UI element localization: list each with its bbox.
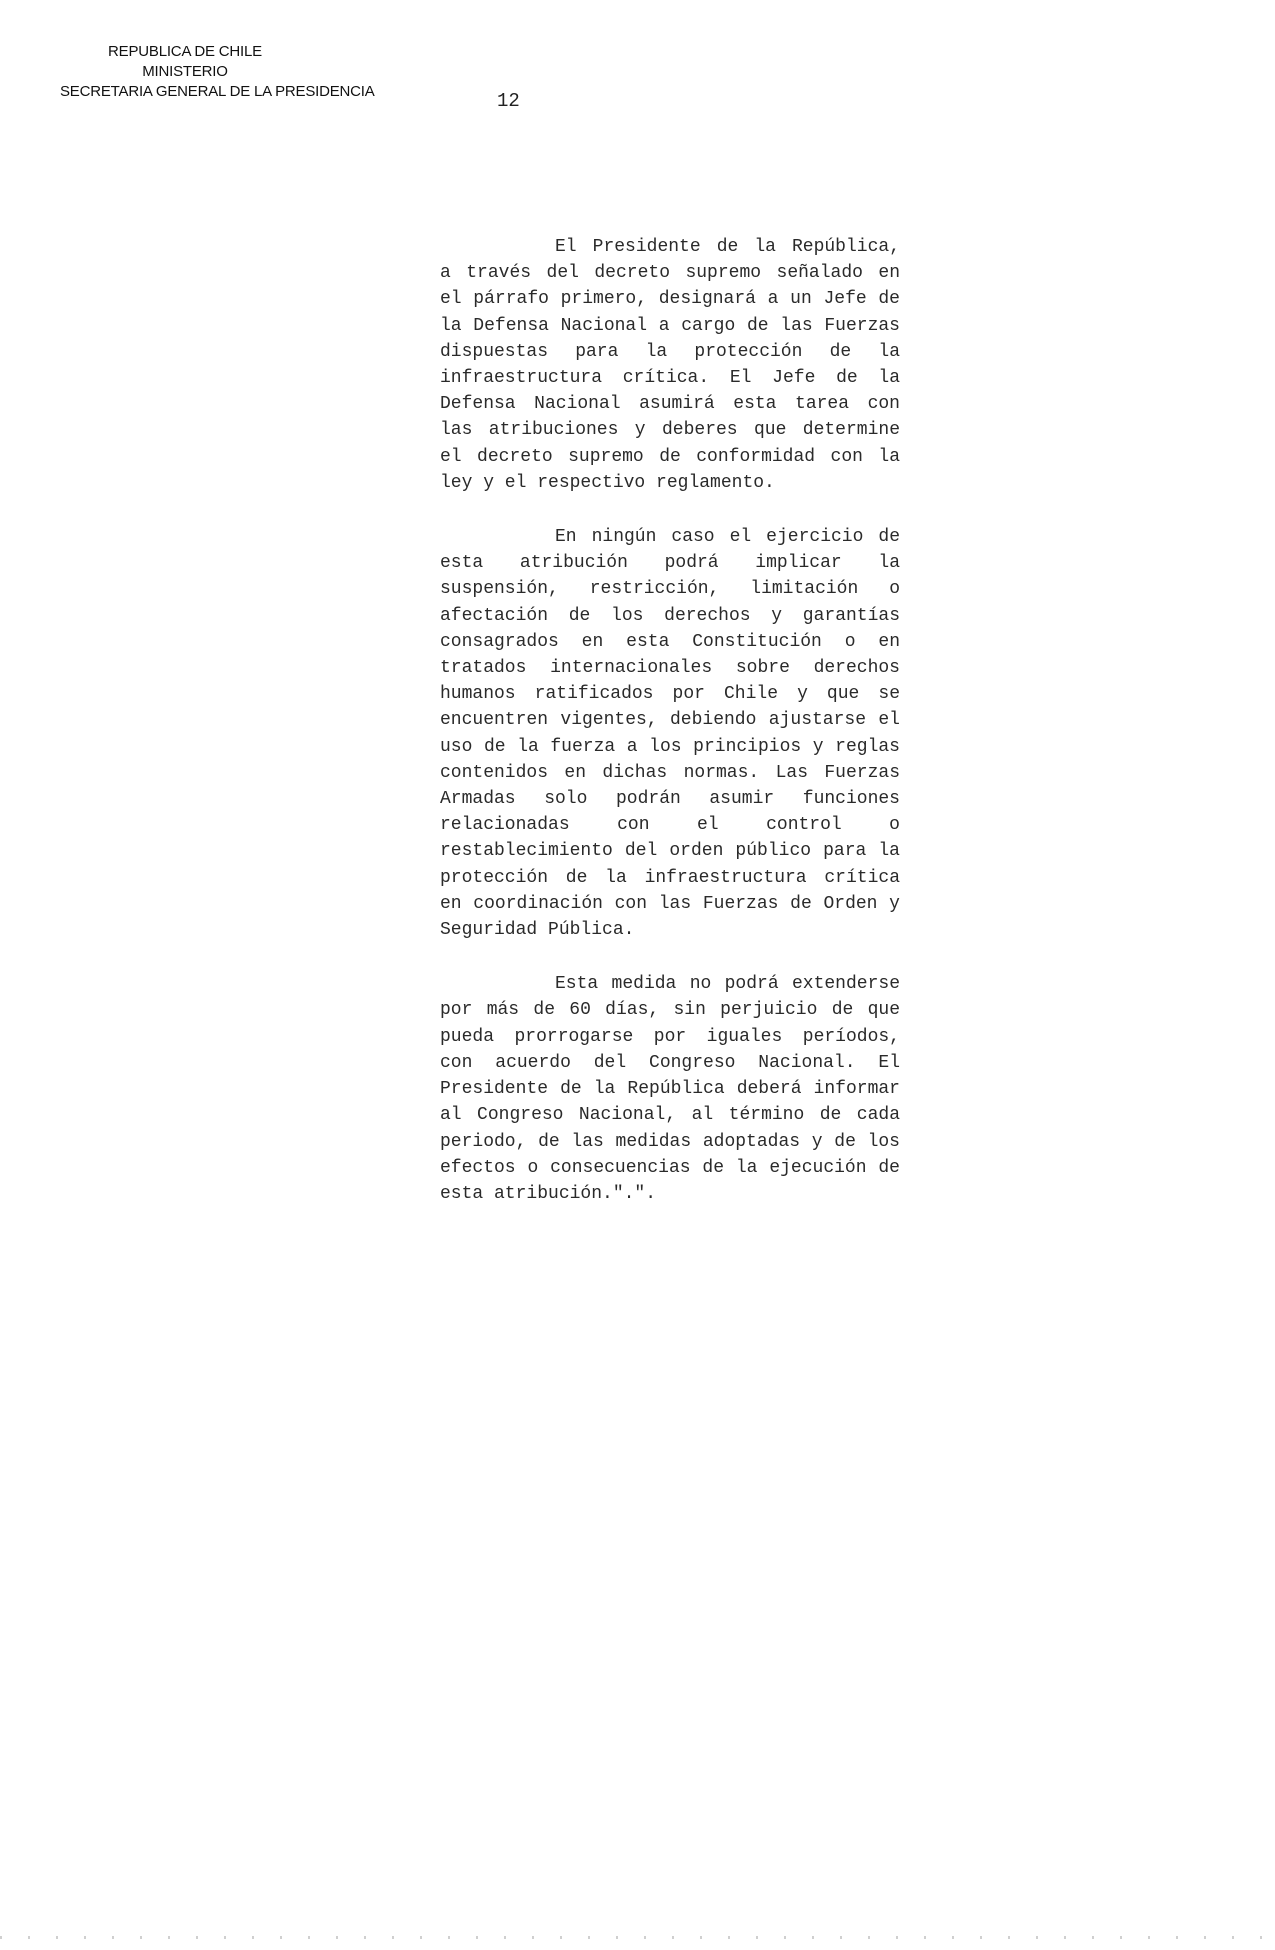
letterhead-country: REPUBLICA DE CHILE (108, 43, 262, 60)
paragraph-duracion-medida: Esta medida no podrá extenderse por más de 60 días, sin perjuicio de que pueda prorrogarse por iguales períodos, con acuerdo del Congreso Nacional. El Presidente de la República deberá informar al Congreso Nacional, al término de cada periodo, de las medidas adoptadas y de los efectos o consecuencias de la ejecución de esta atribución.".". (440, 974, 900, 1204)
paragraph-derechos-garantias: En ningún caso el ejercicio de esta atribución podrá implicar la suspensión, restricción, limitación o afectación de los derechos y garantías consagrados en esta Constitución o en tratados internacionales sobre derechos humanos ratificados por Chile y que se encuentren vigentes, debiendo ajustarse el uso de la fuerza a los principios y reglas contenidos en dichas normas. Las Fuerzas Armadas solo podrán asumir funciones relacionadas con el control o restablecimiento del orden público para la protección de la infraestructura crítica en coordinación con las Fuerzas de Orden y Seguridad Pública. (440, 527, 900, 941)
page-number: 12 (497, 90, 520, 112)
scan-artifact-line (0, 1936, 1275, 1939)
paragraph-jefe-defensa: El Presidente de la República, a través del decreto supremo señalado en el párrafo primero, designará a un Jefe de la Defensa Nacional a cargo de las Fuerzas dispuestas para la protección de la infraestructura crítica. El Jefe de la Defensa Nacional asumirá esta tarea con las atribuciones y deberes que determine el decreto supremo de conformidad con la ley y el respectivo reglamento. (440, 237, 900, 493)
letterhead-secretariat: SECRETARIA GENERAL DE LA PRESIDENCIA (60, 83, 375, 100)
document-body (440, 234, 900, 1235)
letterhead (60, 42, 375, 102)
letterhead-ministry: MINISTERIO (142, 63, 228, 80)
